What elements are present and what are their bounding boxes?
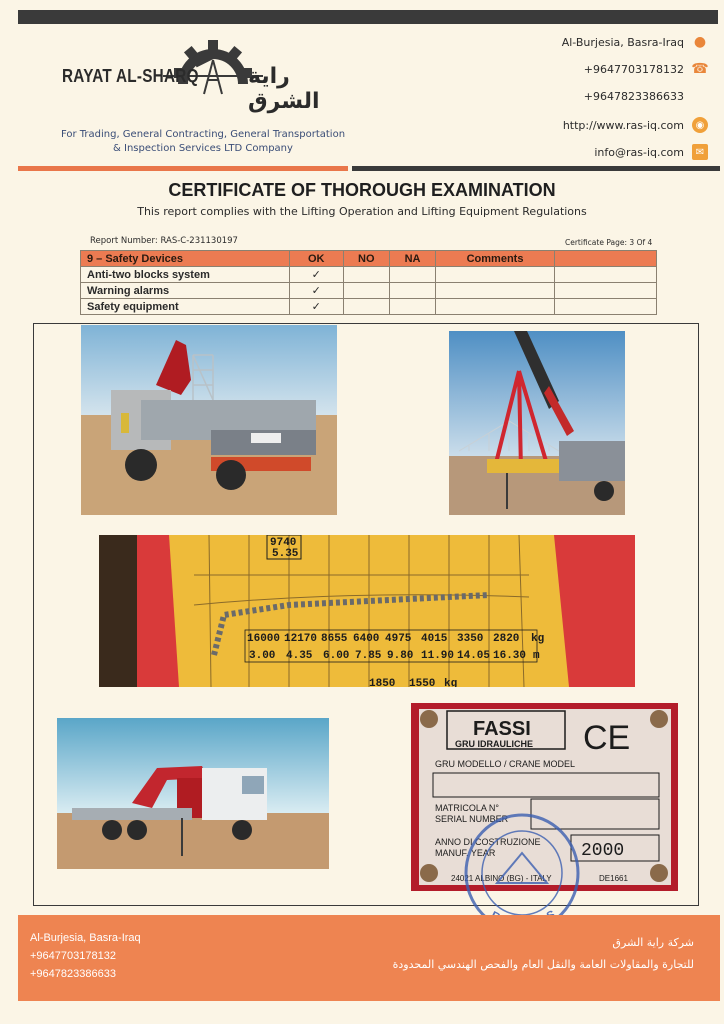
svg-text:m: m	[533, 650, 540, 662]
document-title: CERTIFICATE OF THOROUGH EXAMINATION	[168, 180, 556, 200]
company-tagline: For Trading, General Contracting, General Transportation & Inspection Services LTD Company	[60, 129, 346, 154]
ce-mark-icon	[583, 719, 630, 757]
svg-text:3.00: 3.00	[249, 650, 276, 662]
contact-website[interactable]: http://www.ras-iq.com ◉	[563, 117, 708, 133]
row-item: Safety equipment	[81, 299, 290, 315]
svg-text:4.35: 4.35	[286, 650, 313, 662]
footer-address: Al-Burjesia, Basra-Iraq	[30, 932, 141, 944]
svg-text:4015: 4015	[421, 633, 448, 645]
header-rule-accent	[18, 166, 348, 171]
plate-serial-label-1: MATRICOLA N°	[435, 803, 499, 813]
contact-email[interactable]: info@ras-iq.com ✉	[594, 144, 708, 160]
contact-phone-1: +9647703178132 ☎	[583, 61, 709, 77]
footer-phone-1: +9647703178132	[30, 950, 116, 962]
footer-arabic-desc: للتجارة والمقاولات العامة والنقل العام والفحص الهندسي المحدودة	[392, 958, 694, 971]
table-row	[81, 283, 657, 299]
col-header-section: 9 – Safety Devices	[81, 251, 290, 267]
location-pin-icon: ●	[693, 34, 707, 50]
contact-address: Al-Burjesia, Basra-Iraq ●	[561, 34, 707, 50]
globe-icon: ◉	[692, 117, 708, 133]
certificate-page: Certificate Page: 3 Of 4	[565, 238, 653, 247]
svg-text:CE: CE	[583, 719, 631, 757]
plate-serial-label-2: SERIAL NUMBER	[435, 814, 509, 824]
plate-brand-sub: GRU IDRAULICHE	[455, 739, 533, 749]
plate-year: 2000	[581, 841, 625, 861]
company-logo	[58, 36, 358, 124]
chart-top-load: 9740	[270, 537, 297, 549]
svg-text:7.85: 7.85	[355, 650, 382, 662]
mail-icon: ✉	[692, 144, 708, 160]
bottom-row	[369, 678, 457, 687]
check-mark-icon: ✓	[289, 299, 343, 315]
top-bar	[18, 10, 718, 24]
logo-text-ar: راية الشرق	[248, 64, 320, 114]
photo-truck-side	[57, 718, 329, 869]
check-mark-icon: ✓	[289, 283, 343, 299]
plate-address: 24021 ALBINO (BG) - ITALY	[451, 874, 552, 883]
svg-text:16000: 16000	[247, 633, 281, 645]
logo-text-en: RAYAT AL-SHARQ	[62, 66, 199, 86]
plate-model-label: GRU MODELLO / CRANE MODEL	[435, 759, 576, 769]
row-item: Warning alarms	[81, 283, 290, 299]
footer-phone-2: +9647823386633	[30, 968, 116, 980]
header-rule-dark	[352, 166, 720, 171]
svg-text:kg: kg	[444, 678, 458, 687]
chart-top-radius: 5.35	[272, 548, 299, 560]
phone-icon: ☎	[691, 61, 709, 77]
svg-text:14.05: 14.05	[457, 650, 491, 662]
load-row	[247, 633, 544, 645]
col-header-comments: Comments	[436, 251, 555, 267]
svg-text:2820: 2820	[493, 633, 520, 645]
plate-year-label-1: ANNO DI COSTRUZIONE	[435, 837, 541, 847]
table-row	[81, 267, 657, 283]
svg-text:3350: 3350	[457, 633, 484, 645]
row-item: Anti-two blocks system	[81, 267, 290, 283]
svg-text:kg: kg	[531, 633, 545, 645]
svg-text:4975: 4975	[385, 633, 412, 645]
col-header-ok: OK	[289, 251, 343, 267]
col-header-blank	[554, 251, 656, 267]
footer-arabic-name: شركة راية الشرق	[612, 936, 694, 949]
contact-phone-2: +9647823386633	[583, 90, 684, 103]
svg-text:9.80: 9.80	[387, 650, 414, 662]
plate-code: DE1661	[599, 874, 628, 883]
safety-devices-table	[80, 250, 657, 315]
svg-text:1550: 1550	[409, 678, 436, 687]
svg-text:8655: 8655	[321, 633, 348, 645]
table-header-row	[81, 251, 657, 267]
col-header-no: NO	[343, 251, 389, 267]
plate-brand: FASSI	[473, 718, 531, 740]
plate-year-label-2: MANUF. YEAR	[435, 848, 496, 858]
svg-text:6400: 6400	[353, 633, 380, 645]
svg-text:1850: 1850	[369, 678, 396, 687]
check-mark-icon: ✓	[289, 267, 343, 283]
svg-text:16.30: 16.30	[493, 650, 527, 662]
svg-text:11.90: 11.90	[421, 650, 455, 662]
report-number: Report Number: RAS-C-231130197	[90, 236, 238, 246]
photo-load-chart	[99, 535, 635, 687]
svg-text:12170: 12170	[284, 633, 318, 645]
table-row	[81, 299, 657, 315]
photo-crane-lifting	[449, 331, 625, 515]
radius-row	[249, 650, 540, 662]
col-header-na: NA	[389, 251, 435, 267]
svg-text:6.00: 6.00	[323, 650, 350, 662]
document-subtitle: This report complies with the Lifting Operation and Lifting Equipment Regulations	[137, 205, 587, 218]
footer-contact	[30, 929, 141, 983]
photo-truck-rear	[81, 325, 337, 515]
